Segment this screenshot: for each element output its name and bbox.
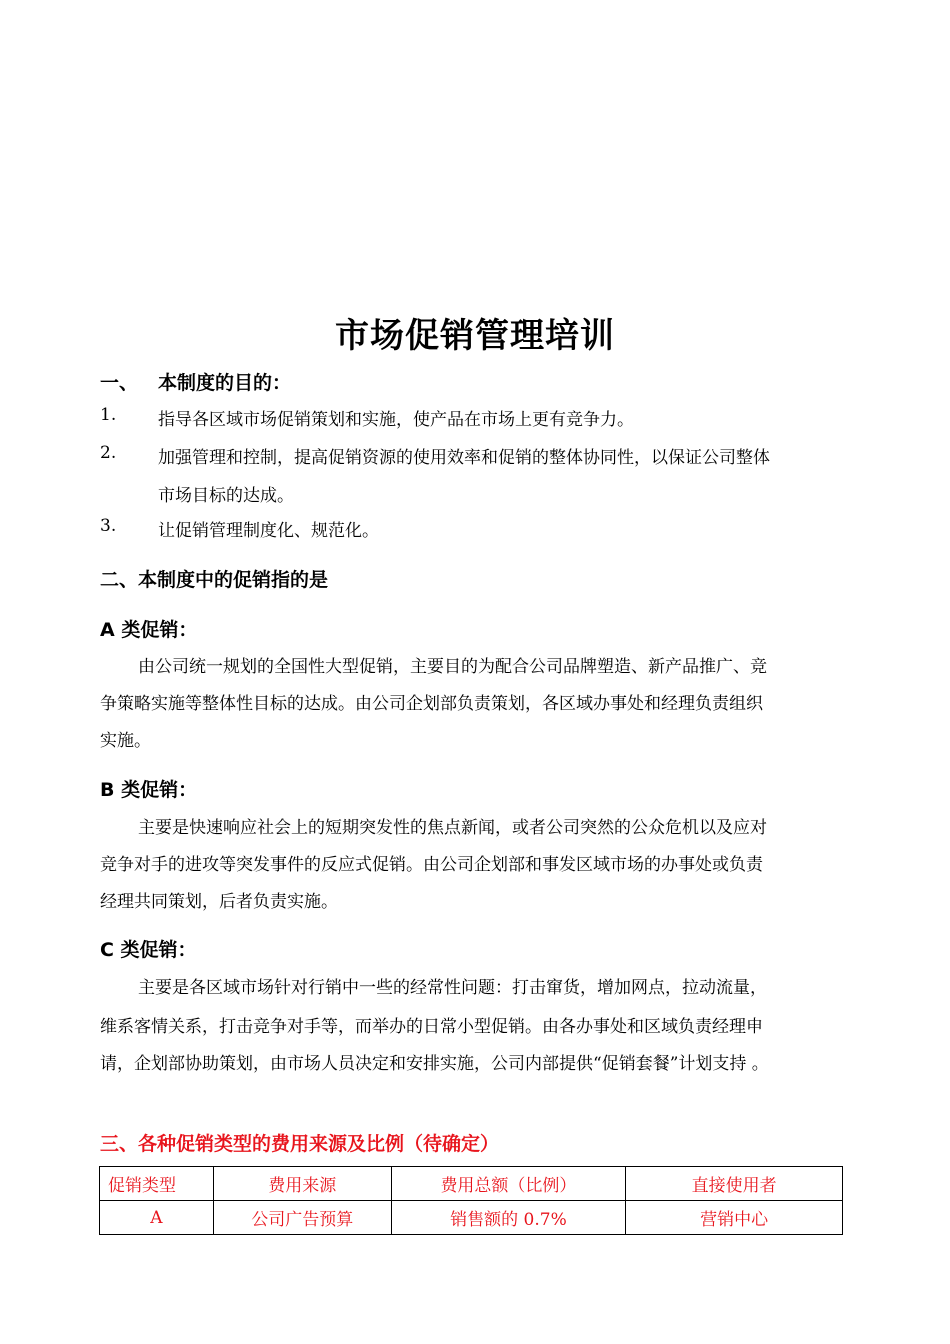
table-cell: 公司广告预算 [213, 1201, 391, 1235]
paragraph-line: 经理共同策划，后者负责实施。 [100, 892, 338, 912]
paragraph-line: 实施。 [100, 731, 151, 751]
table-header-cell: 费用来源 [213, 1167, 391, 1201]
paragraph-line: 主要是快速响应社会上的短期突发性的焦点新闻，或者公司突然的公众危机以及应对 [138, 818, 767, 838]
paragraph-line: 竞争对手的进攻等突发事件的反应式促销。由公司企划部和事发区域市场的办事处或负责 [100, 855, 763, 875]
list-item-text: 市场目标的达成。 [158, 486, 294, 506]
paragraph-line: 请，企划部协助策划，由市场人员决定和安排实施，公司内部提供“促销套餐”计划支持 。 [100, 1054, 769, 1074]
table-header-row [100, 1167, 843, 1201]
paragraph-line: 主要是各区域市场针对行销中一些的经常性问题：打击窜货，增加网点，拉动流量， [138, 978, 767, 998]
table-row [100, 1201, 843, 1235]
section1-heading: 本制度的目的： [158, 372, 292, 394]
paragraph-line: 由公司统一规划的全国性大型促销，主要目的为配合公司品牌塑造、新产品推广、竞 [138, 657, 767, 677]
section2-heading: 二、本制度中的促销指的是 [100, 569, 329, 591]
promo-type-label-a: A 类促销： [100, 619, 198, 641]
list-item-text: 加强管理和控制，提高促销资源的使用效率和促销的整体协同性，以保证公司整体 [158, 448, 770, 468]
promo-type-label-b: B 类促销： [100, 779, 198, 801]
list-item-number: 3. [100, 516, 117, 536]
list-item-text: 让促销管理制度化、规范化。 [158, 521, 379, 541]
table-header-cell: 费用总额（比例） [391, 1167, 626, 1201]
list-item-number: 1. [100, 405, 117, 425]
list-item-number: 2. [100, 443, 117, 463]
table-cell: 营销中心 [626, 1201, 843, 1235]
section1-number: 一、 [100, 372, 139, 394]
table-header-cell: 促销类型 [100, 1167, 214, 1201]
promo-type-label-c: C 类促销： [100, 939, 197, 961]
page-title: 市场促销管理培训 [335, 316, 615, 356]
paragraph-line: 维系客情关系，打击竞争对手等，而举办的日常小型促销。由各办事处和区域负责经理申 [100, 1017, 763, 1037]
section3-heading: 三、各种促销类型的费用来源及比例（待确定） [100, 1133, 500, 1155]
table-header-cell: 直接使用者 [626, 1167, 843, 1201]
paragraph-line: 争策略实施等整体性目标的达成。由公司企划部负责策划，各区域办事处和经理负责组织 [100, 694, 763, 714]
table-cell: A [100, 1201, 214, 1235]
cost-table [99, 1166, 843, 1235]
list-item-text: 指导各区域市场促销策划和实施，使产品在市场上更有竞争力。 [158, 410, 634, 430]
table-cell: 销售额的 0.7% [391, 1201, 626, 1235]
